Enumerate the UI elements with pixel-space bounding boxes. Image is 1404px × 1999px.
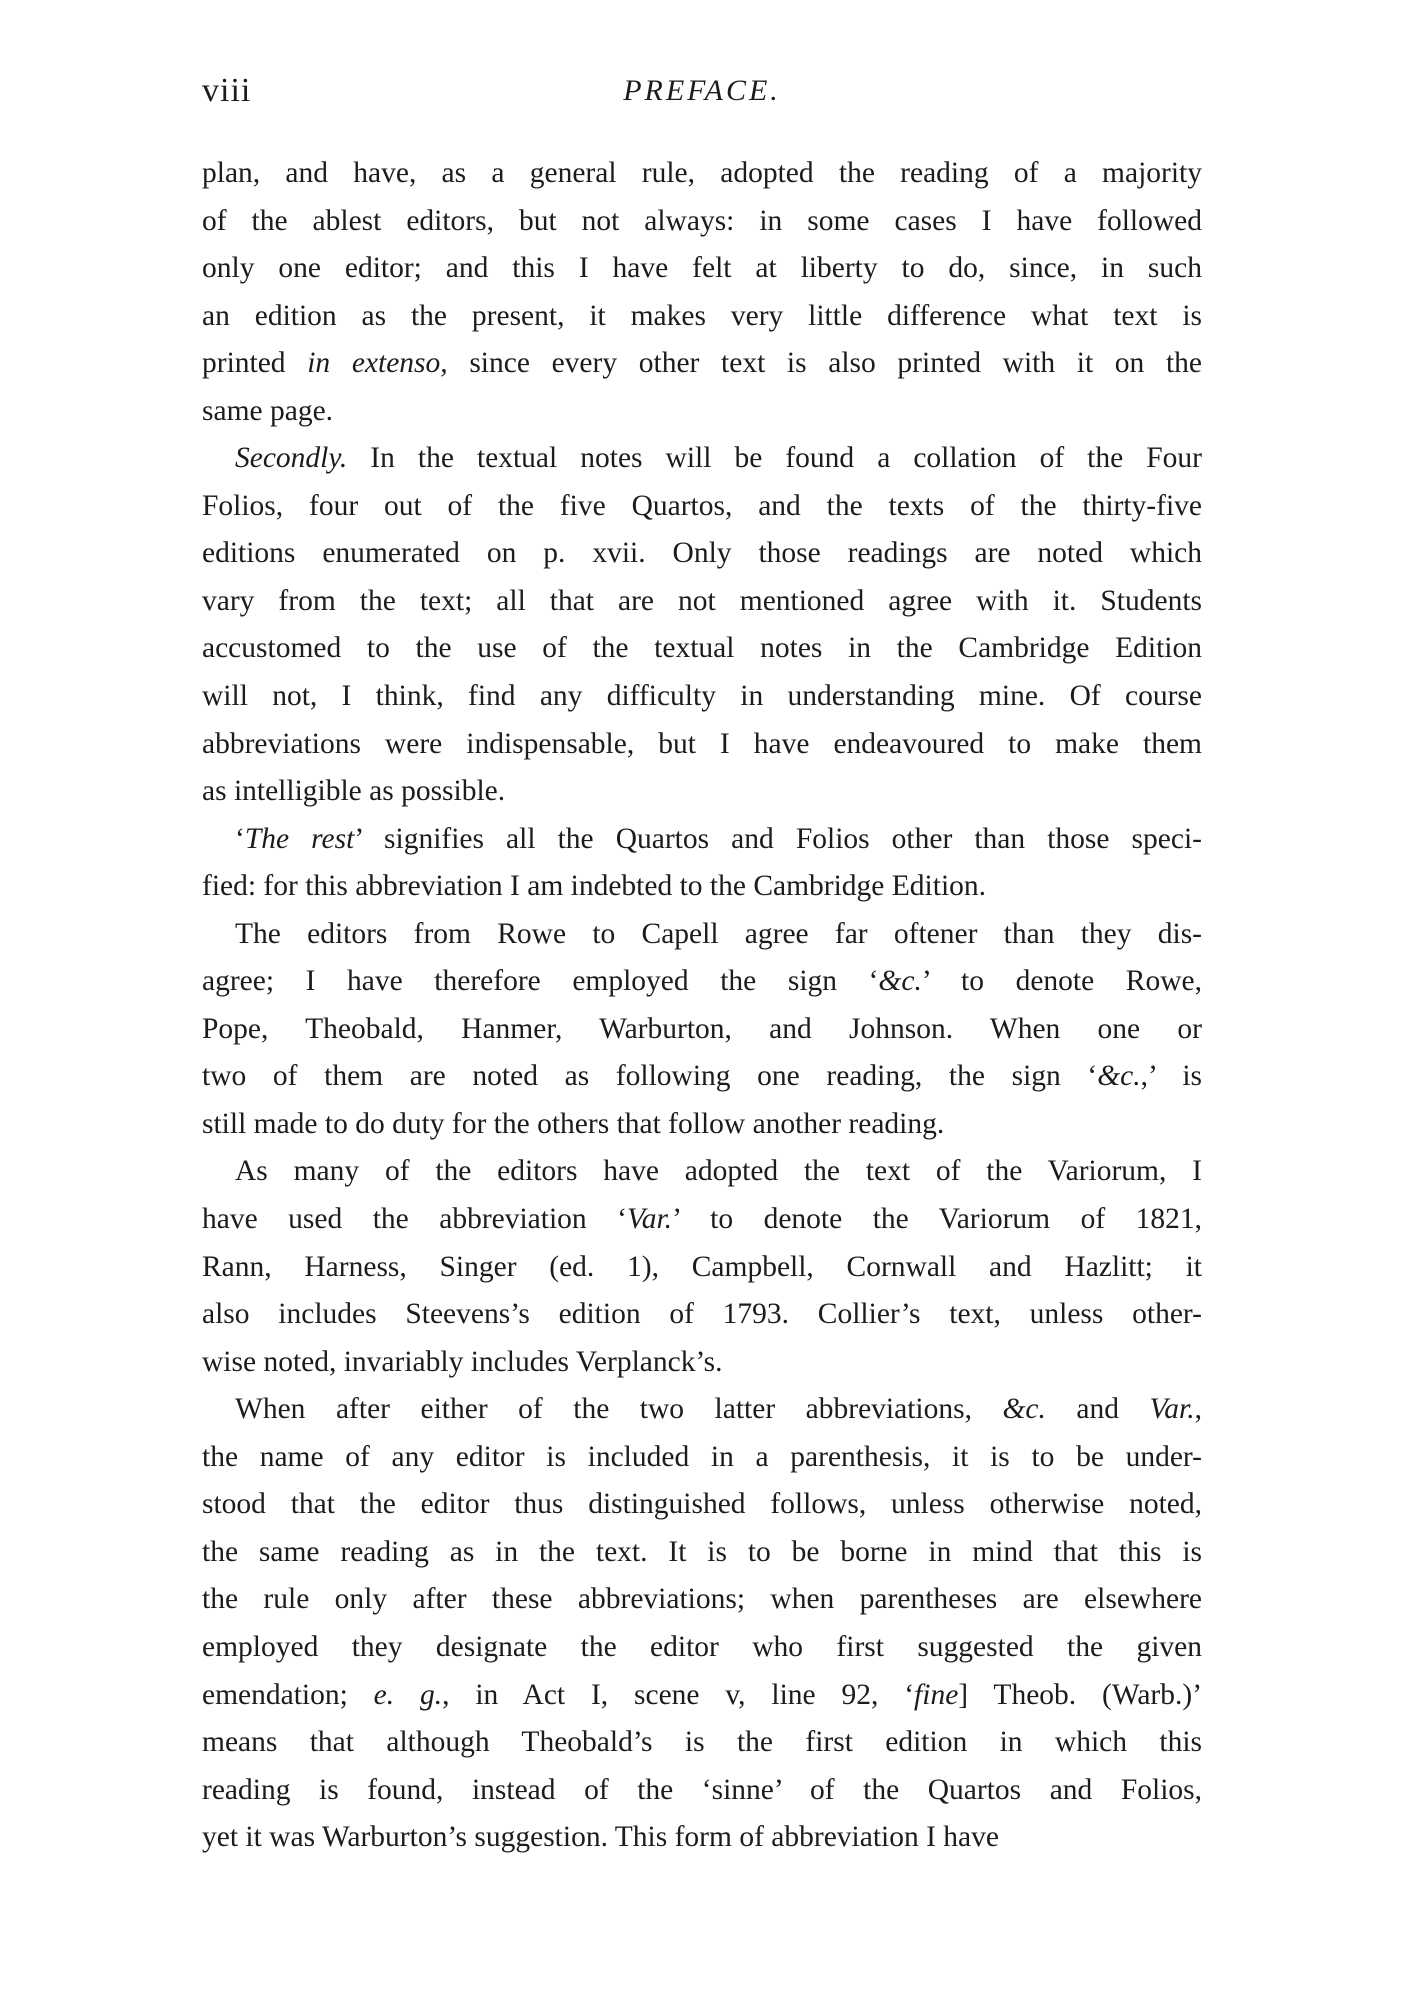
text-line: Rann, Harness, Singer (ed. 1), Campbell, Cornwall and Hazlitt; it: [202, 1250, 1202, 1283]
paragraph: [202, 1386, 1202, 1861]
text-line: reading is found, instead of the ‘sinne’ of the Quartos and Folios,: [202, 1773, 1202, 1806]
text-line: the rule only after these abbreviations; when parentheses are elsewhere: [202, 1583, 1202, 1616]
text-line: abbreviations were indispensable, but I have endeavoured to make them: [202, 727, 1202, 760]
paragraph: [202, 435, 1202, 815]
text-line: ‘The rest’ signifies all the Quartos and Folios other than those speci-: [235, 822, 1202, 855]
text-line: as intelligible as possible.: [202, 775, 506, 808]
text-line: fied: for this abbreviation I am indebted to the Cambridge Edition.: [202, 870, 987, 903]
paragraph: [202, 816, 1202, 911]
text-line: still made to do duty for the others that follow another reading.: [202, 1107, 945, 1140]
text-line: wise noted, invariably includes Verplanck’s.: [202, 1345, 723, 1378]
text-line: plan, and have, as a general rule, adopted the reading of a majority: [202, 157, 1202, 189]
text-line: Pope, Theobald, Hanmer, Warburton, and Johnson. When one or: [202, 1012, 1202, 1045]
text-line: means that although Theobald’s is the first edition in which this: [202, 1726, 1202, 1759]
text-line: two of them are noted as following one reading, the sign ‘&c.,’ is: [202, 1060, 1202, 1093]
text-line: accustomed to the use of the textual notes in the Cambridge Edition: [202, 632, 1202, 665]
text-line: only one editor; and this I have felt at liberty to do, since, in such: [202, 252, 1202, 285]
text-line: As many of the editors have adopted the text of the Variorum, I: [235, 1155, 1202, 1188]
page-number: viii: [202, 72, 252, 109]
text-line: also includes Steevens’s edition of 1793. Collier’s text, unless other-: [202, 1298, 1202, 1331]
running-title: PREFACE.: [623, 74, 781, 107]
text-line: will not, I think, find any difficulty in understanding mine. Of course: [202, 680, 1202, 713]
page-header: [202, 72, 1202, 112]
text-line: of the ablest editors, but not always: in some cases I have followed: [202, 204, 1202, 237]
text-line: employed they designate the editor who first suggested the given: [202, 1630, 1202, 1663]
text-line: agree; I have therefore employed the sign ‘&c.’ to denote Rowe,: [202, 965, 1202, 998]
paragraph: [202, 911, 1202, 1149]
text-line: vary from the text; all that are not mentioned agree with it. Students: [202, 584, 1202, 617]
paragraph: [202, 1148, 1202, 1386]
text-line: the name of any editor is included in a parenthesis, it is to be under-: [202, 1440, 1202, 1473]
paragraph: [202, 150, 1202, 435]
text-line: printed in extenso, since every other text is also printed with it on the: [202, 347, 1202, 380]
page-body: [202, 150, 1202, 1862]
text-line: the same reading as in the text. It is to be borne in mind that this is: [202, 1535, 1202, 1568]
text-line: Folios, four out of the five Quartos, and the texts of the thirty-five: [202, 489, 1202, 522]
text-line: an edition as the present, it makes very little difference what text is: [202, 299, 1202, 332]
text-line: Secondly. In the textual notes will be found a collation of the Four: [235, 442, 1202, 475]
text-line: The editors from Rowe to Capell agree far oftener than they dis-: [235, 917, 1202, 950]
text-line: When after either of the two latter abbreviations, &c. and Var.,: [235, 1393, 1202, 1426]
text-line: yet it was Warburton’s suggestion. This form of abbreviation I have: [202, 1821, 999, 1854]
text-line: emendation; e. g., in Act I, scene v, line 92, ‘fine] Theob. (Warb.)’: [202, 1678, 1203, 1711]
text-line: have used the abbreviation ‘Var.’ to denote the Variorum of 1821,: [202, 1203, 1202, 1236]
text-line: same page.: [202, 394, 334, 427]
text-line: stood that the editor thus distinguished follows, unless otherwise noted,: [202, 1488, 1202, 1521]
text-line: editions enumerated on p. xvii. Only those readings are noted which: [202, 537, 1202, 570]
